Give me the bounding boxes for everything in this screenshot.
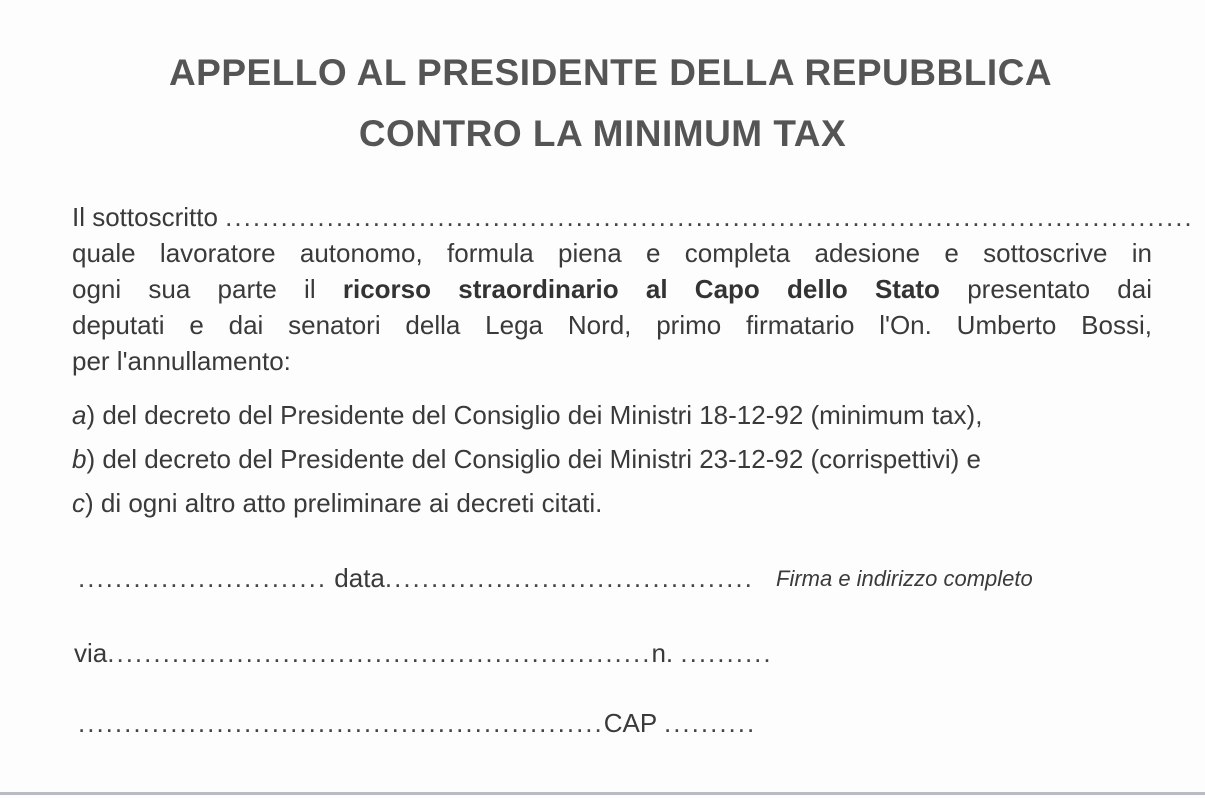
cap-label: CAP (603, 708, 657, 738)
item-letter: c (72, 488, 85, 518)
list-item-c: c) di ogni altro atto preliminare ai decreti citati. (72, 488, 603, 518)
ricorso-emphasis: ricorso straordinario al Capo dello Stato (342, 274, 940, 304)
body-line-3: ogni sua parte il ricorso straordinario al Capo dello Stato presentato dai (72, 274, 1153, 304)
city-cap-line (78, 710, 756, 736)
body-line-4: deputati e dai senatori della Lega Nord, primo firmatario l'On. Umberto Bossi, (72, 310, 1152, 340)
place-date-line (78, 565, 754, 591)
body-line-5: per l'annullamento: (72, 346, 291, 376)
signature-label: Firma e indirizzo completo (776, 566, 1033, 591)
city-field[interactable]: ......................................................... (78, 708, 604, 738)
item-letter: a (72, 400, 87, 430)
title-line-2: CONTRO LA MINIMUM TAX (358, 113, 847, 154)
card-bottom-edge (0, 792, 1205, 795)
item-letter: b (72, 444, 87, 474)
number-field[interactable]: .......... (680, 638, 773, 668)
title-line-1: APPELLO AL PRESIDENTE DELLA REPUBBLICA (168, 52, 1053, 93)
place-field[interactable]: ........................... (78, 563, 328, 593)
cap-field[interactable]: .......... (663, 708, 757, 738)
street-line (74, 640, 773, 666)
list-item-a: a) del decreto del Presidente del Consiglio dei Ministri 18-12-92 (minimum tax), (72, 400, 983, 430)
signer-name-field[interactable]: ......................................................................................................... (225, 202, 1194, 232)
street-field[interactable]: ........................................................... (107, 638, 652, 668)
via-label: via (74, 638, 108, 668)
signer-line (72, 204, 1194, 230)
number-label: n. (651, 638, 674, 668)
date-field[interactable]: ........................................ (384, 563, 754, 593)
list-item-b: b) del decreto del Presidente del Consiglio dei Ministri 23-12-92 (corrispettivi) e (72, 444, 981, 474)
date-label: data (334, 563, 385, 593)
signer-label: Il sottoscritto (72, 202, 218, 232)
body-line-2: quale lavoratore autonomo, formula piena e completa adesione e sottoscrive in (72, 238, 1152, 268)
